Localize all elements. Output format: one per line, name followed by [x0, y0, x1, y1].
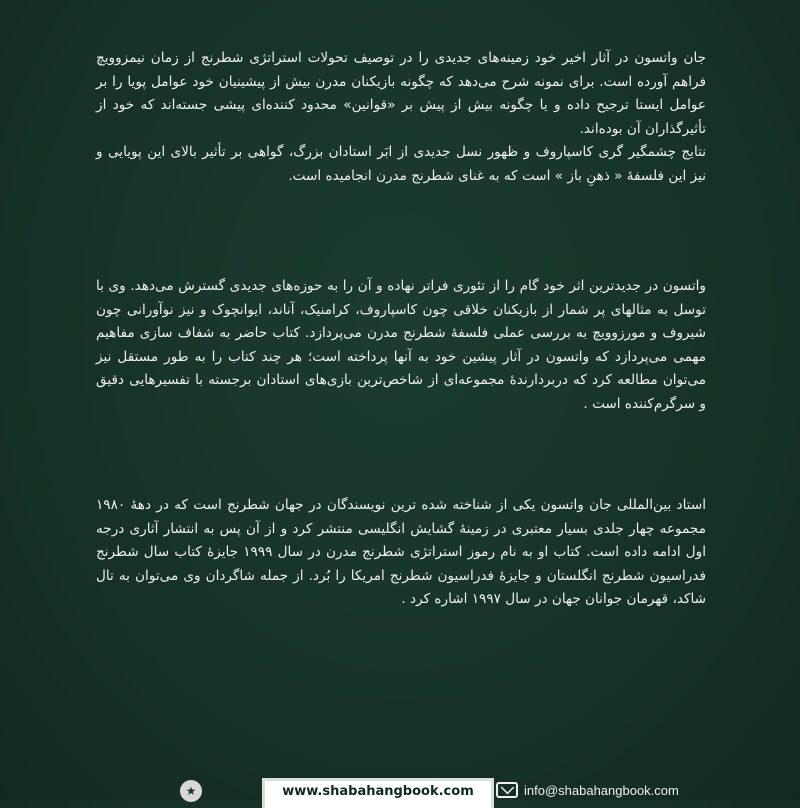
paragraph-book-description-text: واتسون در جدیدترین اثر خود گام را از تئوری فراتر نهاده و آن را به حوزه‌های جدیدی گسترش می‌دهد. وی با توسل به مثالهای پر شمار از بازیکنان خلاقی چون کاسپاروف، کرامنیک، آناند، ایوانچوک و نیز نوآورانی چون شیروف و مورزوویچ به بررسی عملی فلسفهٔ شطرنج مدرن می‌پردازد. کتاب حاضر به شفاف سازی مفاهیم مهمی می‌پردازد که واتسون در آثار پیشین خود به آنها پرداخته است؛ هر چند کتاب را به طور مستقل نیز می‌توان مطالعه کرد که دربردارندهٔ مجموعه‌ای از شاخص‌ترین بازی‌های استادان برجسته با تفسیرهایی دقیق و سرگرم‌کننده است .	[96, 278, 706, 412]
paragraph-book-description	[96, 275, 706, 416]
envelope-icon	[496, 782, 518, 798]
email-address[interactable]: info@shabahangbook.com	[524, 782, 679, 798]
website-link[interactable]: www.shabahangbook.com	[262, 778, 494, 808]
star-icon: ★	[180, 780, 202, 802]
footer	[0, 772, 800, 800]
email-contact[interactable]	[496, 778, 679, 802]
paragraph-intro-part-1: جان واتسون در آثار اخیر خود زمینه‌های جدیدی را در توصیف تحولات استراتژی شطرنج از زمان نیمزوویچ فراهم آورده است. برای نمونه شرح می‌دهد که چگونه بازیکنان مدرن بیش از پیشینیان خود عوامل پویا را بر عوامل ایستا ترجیح داده و یا چگونه بیش از پیش بر «قوانین» محدود کننده‌ای پیشی جسته‌اند که خود از تأثیرگذاران آن بوده‌اند.	[96, 50, 706, 137]
paragraph-author-bio-text: استاد بین‌المللی جان واتسون یکی از شناخته شده ترین نویسندگان در جهان شطرنج است که در دههٔ ۱۹۸۰ مجموعه چهار جلدی بسیار معتبری در زمینهٔ گشایش انگلیسی منتشر کرد و از آن پس به انتشار آثاری درجه اول ادامه داده است. کتاب او به نام رموز استراتژی شطرنج مدرن در سال ۱۹۹۹ جایزهٔ کتاب سال شطرنج فدراسیون شطرنج انگلستان و جایزهٔ فدراسیون شطرنج امریکا را بُرد. از جمله شاگردان وی می‌توان به تال شاکد، قهرمان جوانان جهان در سال ۱۹۹۷ اشاره کرد .	[96, 497, 706, 607]
paragraph-author-bio	[96, 494, 706, 612]
paragraph-intro-part-2: نتایج چشمگیر گری کاسپاروف و ظهور نسل جدیدی از ابَر استادان بزرگ، گواهی بر تأثیر بالای این پویایی و نیز این فلسفهٔ « ذهنِ باز » است که به غنای شطرنج مدرن انجامیده است.	[96, 144, 706, 184]
paragraph-intro	[96, 47, 706, 188]
